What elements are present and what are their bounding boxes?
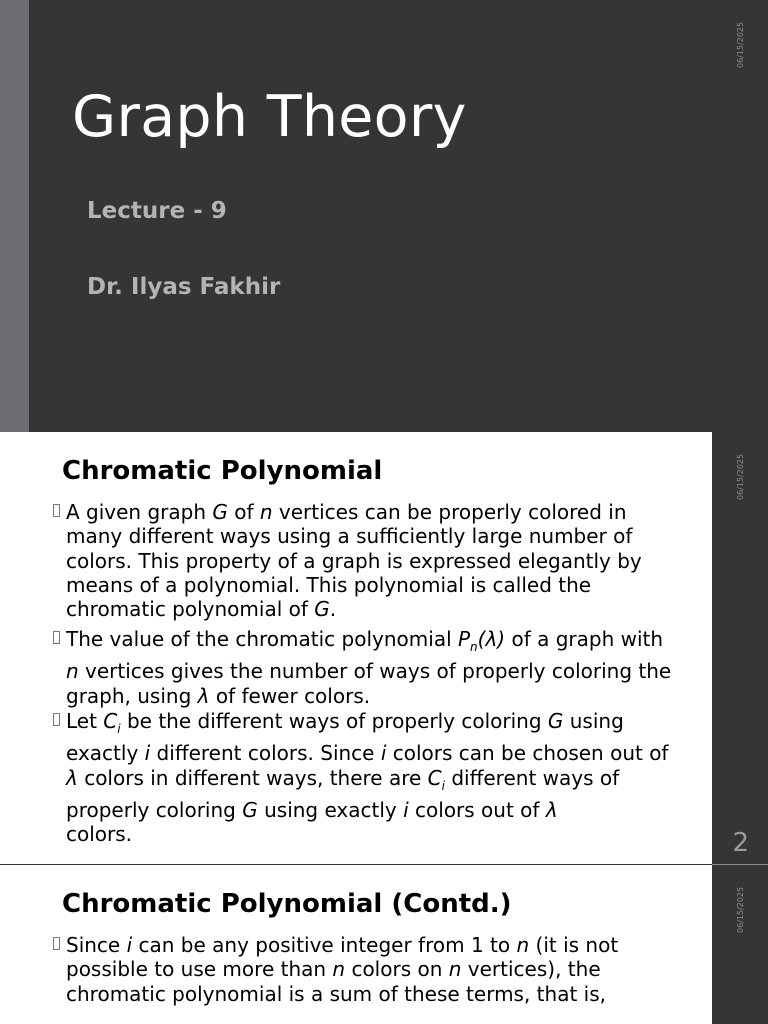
bullet-box-icon bbox=[53, 504, 60, 517]
slide-sidebar bbox=[712, 865, 768, 1024]
author-label: Dr. Ilyas Fakhir bbox=[87, 274, 281, 300]
bullet-box-icon bbox=[53, 713, 60, 726]
slide-date: 06/15/2025 bbox=[736, 21, 745, 68]
slide-heading: Chromatic Polynomial bbox=[62, 456, 383, 486]
bullet-item: The value of the chromatic polynomial $P_n(\lambda)$ of a graph with n vertices gives the number of ways of properly coloring the graph, using λ of fewer colors. bbox=[53, 627, 673, 708]
slide-sidebar bbox=[712, 432, 768, 864]
bullet-item: Since i can be any positive integer from 1 to n (it is not possible to use more than n colors on n vertices), the chromatic polynomial is a sum of these terms, that is, bbox=[53, 933, 673, 1006]
slide-heading: Chromatic Polynomial (Contd.) bbox=[62, 889, 512, 919]
bullet-box-icon bbox=[53, 937, 60, 950]
bullet-item: Let $C_i$ be the different ways of properly coloring G using exactly i different colors. Since i colors can be chosen out of λ colors in different ways, there are $C_i$ different ways of properly coloring G using exactly i colors out of λ colors. bbox=[53, 709, 673, 846]
slide-title: Graph Theory bbox=[72, 84, 467, 150]
bullet-item: A given graph G of n vertices can be properly colored in many different ways using a sufficiently large number of colors. This property of a graph is expressed elegantly by means of a polynomial. This polynomial is called the chromatic polynomial of G. bbox=[53, 500, 673, 621]
accent-bar bbox=[0, 0, 29, 432]
page-number: 2 bbox=[732, 828, 749, 858]
lecture-label: Lecture - 9 bbox=[87, 198, 227, 224]
content-slide bbox=[0, 432, 712, 864]
content-slide bbox=[0, 865, 712, 1024]
slide-date: 06/15/2025 bbox=[736, 886, 745, 933]
bullet-box-icon bbox=[53, 631, 60, 644]
slide-date: 06/15/2025 bbox=[736, 453, 745, 500]
title-slide bbox=[0, 0, 768, 432]
